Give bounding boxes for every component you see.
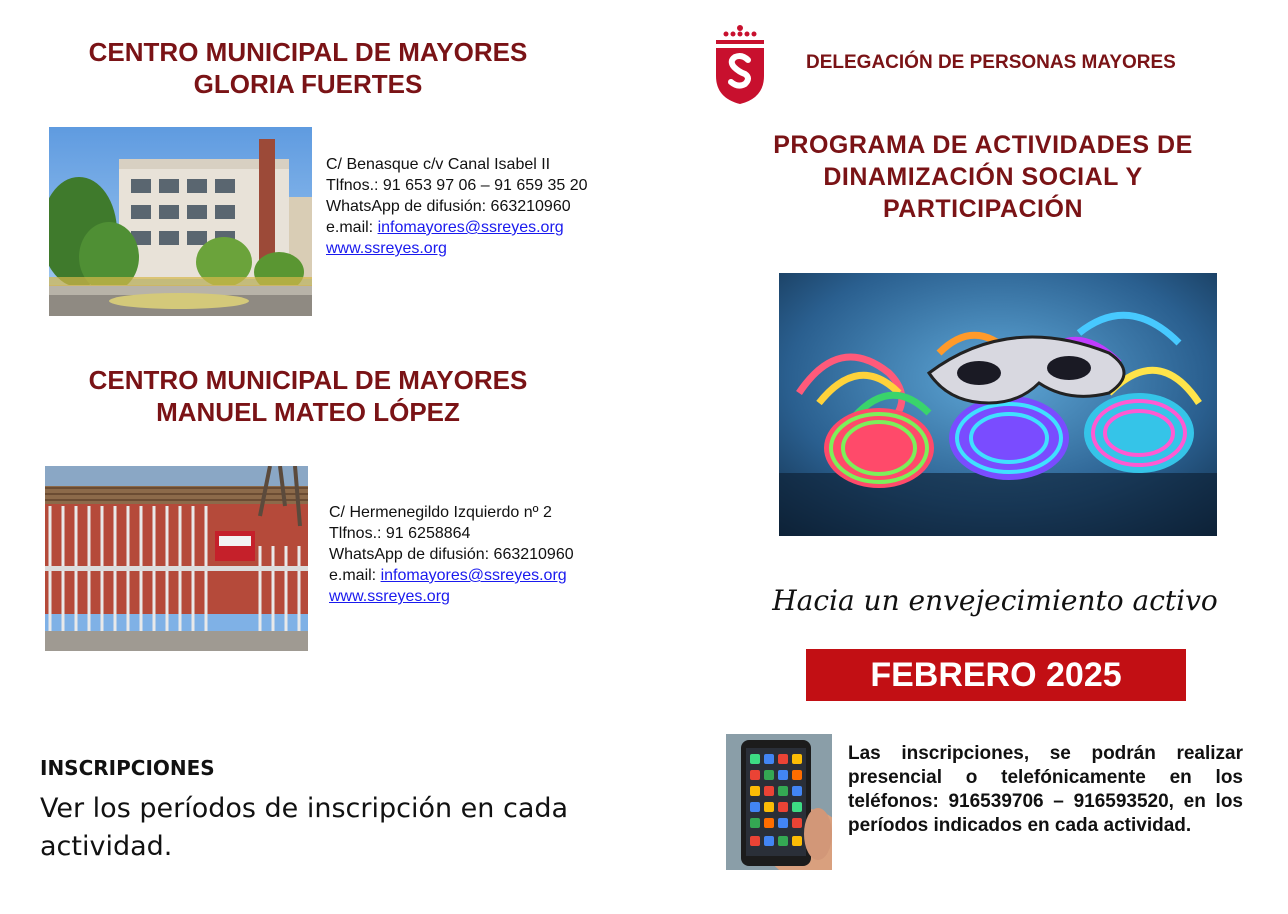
center2-email-row [329,565,629,586]
center2-title-line1: CENTRO MUNICIPAL DE MAYORES [88,365,528,395]
inscriptions-label: INSCRIPCIONES [40,756,215,780]
center2-email-link[interactable]: infomayores@ssreyes.org [380,567,567,584]
inscriptions-text [40,790,600,866]
inscriptions-text-line2: actividad. [40,831,173,862]
carnival-mask-photo [779,273,1217,536]
center1-phones: Tlfnos.: 91 653 97 06 – 91 659 35 20 [326,177,588,194]
center1-title [40,36,576,100]
delegation-header: DELEGACIÓN DE PERSONAS MAYORES [806,52,1176,73]
center2-address: C/ Hermenegildo Izquierdo nº 2 [329,504,552,521]
center1-title-line1: CENTRO MUNICIPAL DE MAYORES [88,37,528,67]
gate-building-photo [45,466,308,651]
building-photo [49,127,312,316]
center2-title [40,364,576,428]
tagline: Hacia un envejecimiento activo [772,584,1218,617]
center1-web-link[interactable]: www.ssreyes.org [326,240,447,257]
center2-info [329,502,629,607]
center2-phones: Tlfnos.: 91 6258864 [329,525,471,542]
center1-email-row [326,217,626,238]
center2-web-link[interactable]: www.ssreyes.org [329,588,450,605]
municipal-shield-logo [712,24,768,106]
program-title-line2: DINAMIZACIÓN SOCIAL Y [823,163,1143,191]
center1-whatsapp: WhatsApp de difusión: 663210960 [326,198,571,215]
center1-info [326,154,626,259]
center1-email-label: e.mail: [326,219,378,236]
center2-whatsapp: WhatsApp de difusión: 663210960 [329,546,574,563]
program-title-line3: PARTICIPACIÓN [882,195,1084,223]
center1-title-line2: GLORIA FUERTES [193,69,423,99]
center2-email-label: e.mail: [329,567,381,584]
program-title-line1: PROGRAMA DE ACTIVIDADES DE [773,131,1193,159]
month-banner: FEBRERO 2025 [806,649,1186,701]
program-title [720,129,1246,225]
center1-address: C/ Benasque c/v Canal Isabel II [326,156,551,173]
inscriptions-text-line1: Ver los períodos de inscripción en cada [40,793,569,824]
smartphone-photo [726,734,832,870]
center2-title-line2: MANUEL MATEO LÓPEZ [156,397,460,427]
center1-email-link[interactable]: infomayores@ssreyes.org [377,219,564,236]
registration-text: Las inscripciones, se podrán realizar presencial o telefónicamente en los teléfonos: 916539706 – 916593520, en los períodos indicados en cada actividad. [848,743,1243,836]
